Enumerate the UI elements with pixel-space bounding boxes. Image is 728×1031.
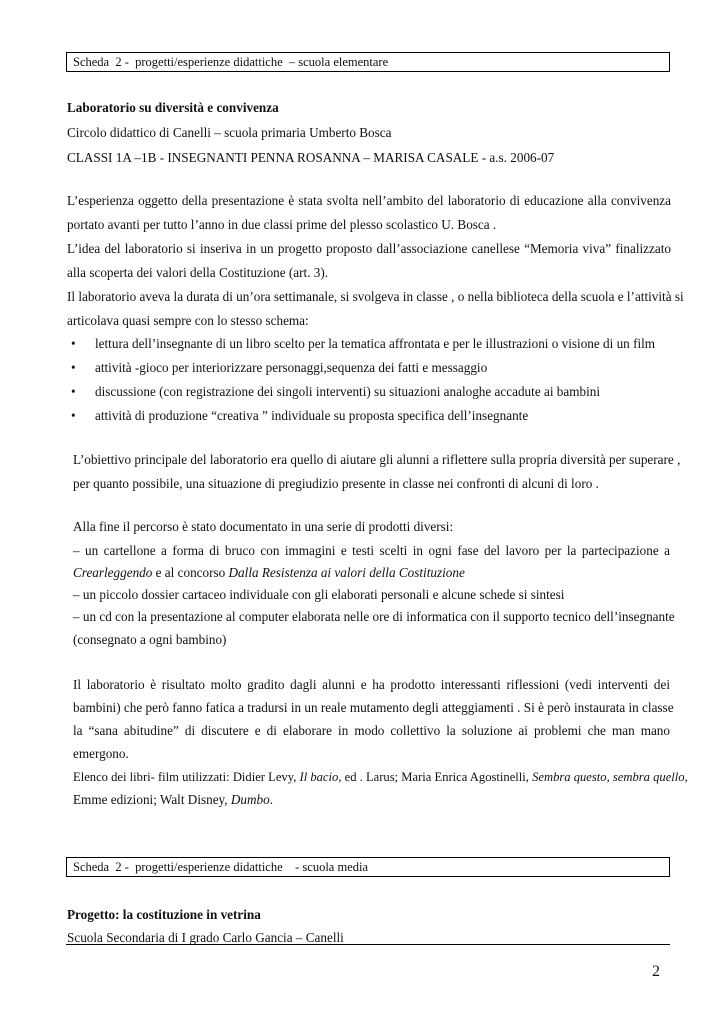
paragraph-line: L’obiettivo principale del laboratorio era quello di aiutare gli alunni a riflettere sulla propria diversità per superare , (73, 452, 681, 467)
bullet-icon: • (71, 360, 76, 375)
book-list-line (73, 768, 688, 786)
paragraph-line (73, 564, 677, 582)
paragraph-line: articolava quasi sempre con lo stesso schema: (67, 313, 309, 328)
paragraph-line: per quanto possibile, una situazione di pregiudizio presente in classe nei confronti di alcuni di loro . (73, 476, 599, 491)
text-fragment: e al concorso (152, 565, 229, 580)
paragraph-line: L’idea del laboratorio si inseriva in un progetto proposto dall’associazione canellese “Memoria viva” finalizzato (67, 241, 671, 256)
text-fragment: . (269, 792, 274, 807)
section-title: Progetto: la costituzione in vetrina (67, 907, 261, 922)
book-title: Il bacio (299, 770, 339, 784)
bullet-item: discussione (con registrazione dei singoli interventi) su situazioni analoghe accadute ai bambini (95, 384, 601, 399)
section-header-elementary: Scheda 2 - progetti/esperienze didattiche – scuola elementare (66, 52, 670, 72)
book-title: Sembra questo, sembra quello (532, 770, 685, 784)
book-list-line (73, 791, 677, 809)
paragraph-line: Il laboratorio aveva la durata di un’ora settimanale, si svolgeva in classe , o nella biblioteca della scuola e l’attività si (67, 289, 684, 304)
classes-teachers: CLASSI 1A –1B - INSEGNANTI PENNA ROSANNA – MARISA CASALE - a.s. 2006-07 (67, 150, 555, 165)
paragraph-line: – un piccolo dossier cartaceo individuale con gli elaborati personali e alcune schede si sintesi (73, 587, 565, 602)
bullet-item: attività -gioco per interiorizzare personaggi,sequenza dei fatti e messaggio (95, 360, 488, 375)
paragraph-line: portato avanti per tutto l’anno in due classi prime del plesso scolastico U. Bosca . (67, 217, 497, 232)
footer-divider (66, 944, 670, 945)
text-fragment: , ed . Larus; Maria Enrica Agostinelli, (338, 770, 533, 784)
bullet-item: lettura dell’insegnante di un libro scelto per la tematica affrontata e per le illustrazioni o visione di un film (95, 336, 656, 351)
paragraph-line: L’esperienza oggetto della presentazione è stata svolta nell’ambito del laboratorio di educazione alla convivenza (67, 193, 671, 208)
paragraph-line: Il laboratorio è risultato molto gradito dagli alunni e ha prodotto interessanti riflessioni (vedi interventi dei (73, 677, 670, 692)
bullet-item: attività di produzione “creativa ” individuale su proposta specifica dell’insegnante (95, 408, 529, 423)
section-title: Laboratorio su diversità e convivenza (67, 100, 279, 115)
paragraph-line: Alla fine il percorso è stato documentato in una serie di prodotti diversi: (73, 519, 454, 534)
bullet-icon: • (71, 336, 76, 351)
text-fragment: Emme edizioni; Walt Disney, (73, 792, 231, 807)
section-header-middle-school: Scheda 2 - progetti/esperienze didattiche - scuola media (66, 857, 670, 877)
school-name: Scuola Secondaria di I grado Carlo Gancia – Canelli (67, 930, 344, 945)
bullet-icon: • (71, 408, 76, 423)
paragraph-line: emergono. (73, 746, 129, 761)
text-fragment: Elenco dei libri- film utilizzati: Didier Levy, (73, 770, 300, 784)
paragraph-line: alla scoperta dei valori della Costituzione (art. 3). (67, 265, 329, 280)
paragraph-line: – un cd con la presentazione al computer elaborata nelle ore di informatica con il supporto tecnico dell’insegnante (73, 609, 675, 624)
text-fragment: , (684, 770, 688, 784)
school-name: Circolo didattico di Canelli – scuola primaria Umberto Bosca (67, 125, 392, 140)
paragraph-line: – un cartellone a forma di bruco con immagini e testi scelti in ogni fase del lavoro per la partecipazione a (73, 543, 670, 558)
film-title: Dumbo (230, 792, 270, 807)
page-number: 2 (652, 963, 660, 980)
contest-name: Dalla Resistenza ai valori della Costituzione (228, 565, 465, 580)
paragraph-line: bambini) che però fanno fatica a tradursi in un reale mutamento degli atteggiamenti . Si è però instaurata in classe (73, 700, 674, 715)
paragraph-line: la “sana abitudine” di discutere e di elaborare in modo collettivo la soluzione ai problemi che man mano (73, 723, 670, 738)
bullet-icon: • (71, 384, 76, 399)
paragraph-line: (consegnato a ogni bambino) (73, 632, 227, 647)
project-name: Crearleggendo (73, 565, 153, 580)
